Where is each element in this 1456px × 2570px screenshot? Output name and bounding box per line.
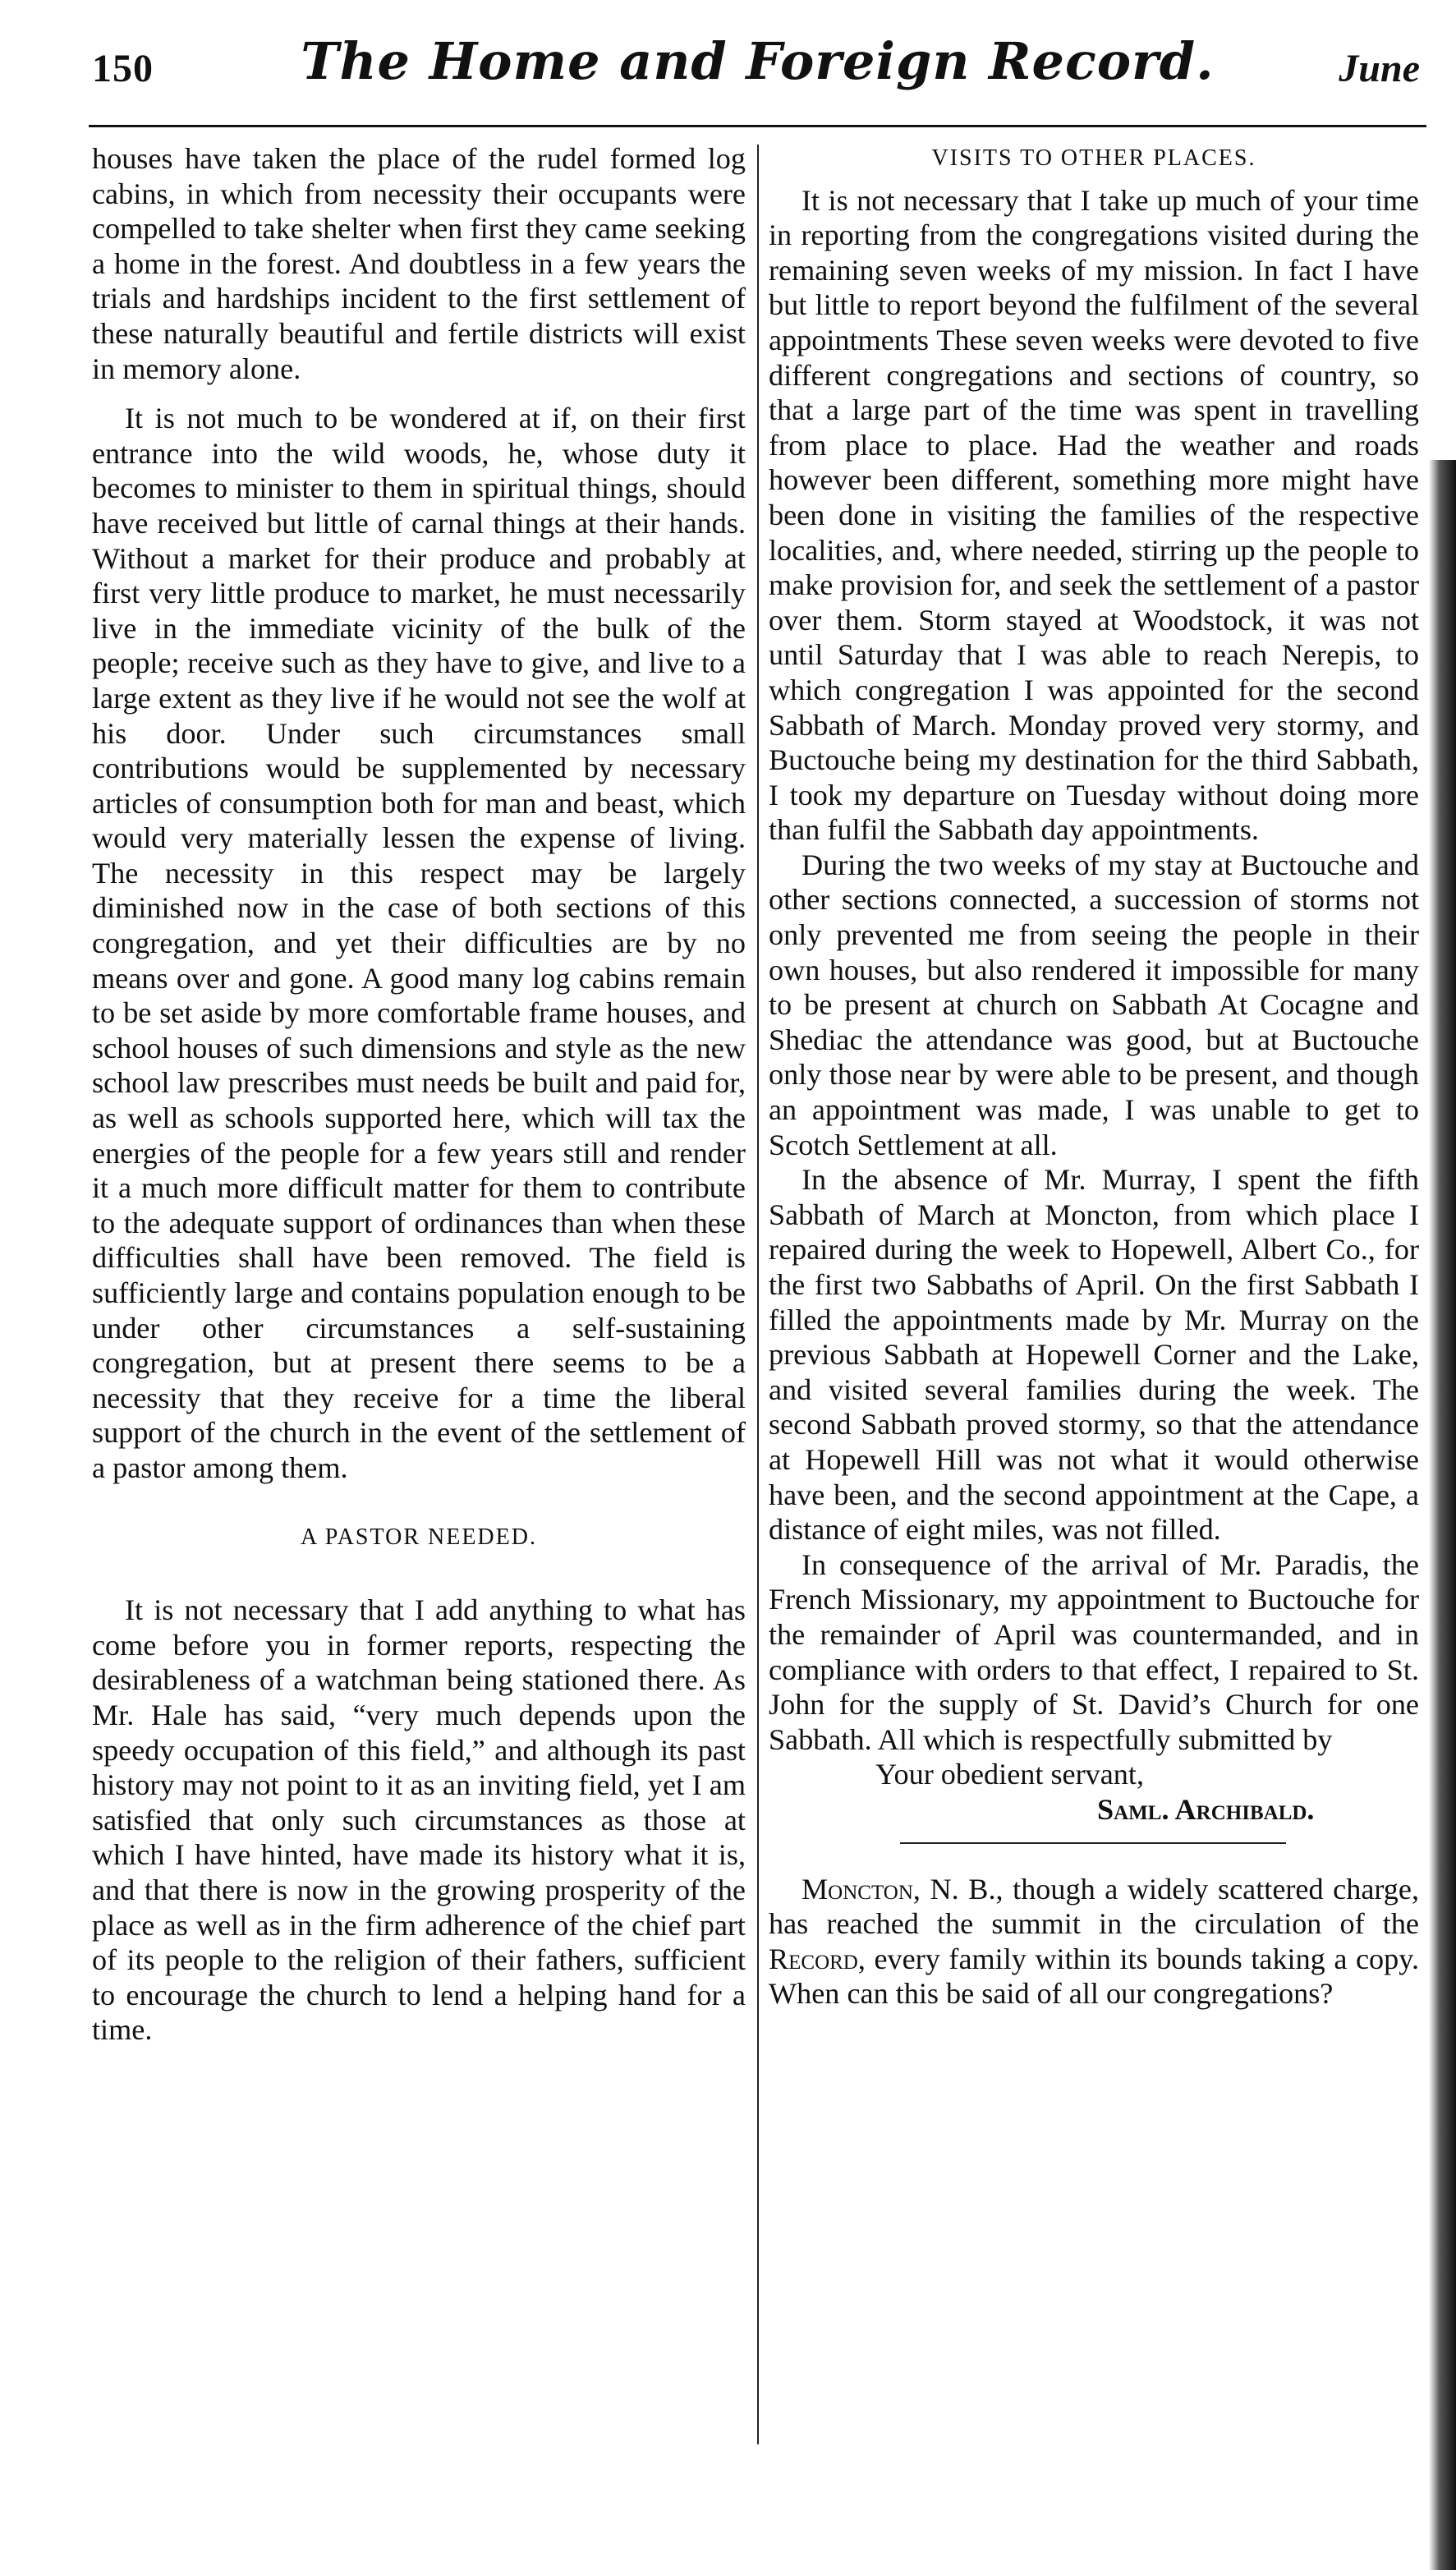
section-heading-visits: VISITS TO OTHER PLACES. xyxy=(931,145,1256,171)
header-rule xyxy=(89,125,1426,127)
closing-salutation: Your obedient servant, xyxy=(875,1758,1144,1791)
note-place: Moncton xyxy=(801,1872,913,1906)
paragraph: It is not necessary that I add anything to what has come before you in former reports, respecting the desirableness of a watchman being stationed there. As Mr. Hale has said, “very much depends upon the speedy occupation of this field,” and although its past history may not point to it as an inviting field, yet I am satisfied that only such circumstances as those at which I have hinted, have made its history what it is, and that there is now in the growing prosperity of the place as well as in the firm adherence of the chief part of its people to the religion of their fathers, sufficient to encourage the church to lend a helping hand for a time. xyxy=(92,1593,746,2047)
paragraph: During the two weeks of my stay at Buctouche and other sections connected, a succession of storms not only prevented me from seeing the people in their own houses, but also rendered it impossible for many to be present at church on Sabbath At Cocagne and Shediac the attendance was good, but at Buctouche only those near by were able to be present, and though an appointment was made, I was unable to get to Scotch Settlement at all. xyxy=(769,848,1419,1161)
left-column xyxy=(92,141,746,2048)
circulation-note xyxy=(769,1872,1419,2011)
issue-month: June xyxy=(1339,47,1420,90)
column-divider xyxy=(757,145,759,2444)
page-edge-shadow xyxy=(1429,460,1456,2570)
page-number: 150 xyxy=(92,47,154,90)
running-header xyxy=(92,31,1423,122)
journal-title: The Home and Foreign Record. xyxy=(301,31,1215,91)
right-column xyxy=(769,141,1419,2011)
paragraph: It is not much to be wondered at if, on their first entrance into the wild woods, he, whose duty it becomes to minister to them in spiritual things, should have received but little of carnal things at their hands. Without a market for their produce and probably at first very little produce to market, he must necessarily live in the immediate vicinity of the bulk of the people; receive such as they have to give, and live to a large extent as they live if he would not see the wolf at his door. Under such circumstances small contributions would be supplemented by necessary articles of consumption both for man and beast, which would very materially lessen the expense of living. The necessity in this respect may be largely diminished now in the case of both sections of this congregation, and yet their difficulties are by no means over and gone. A good many log cabins remain to be set aside by more comfortable frame houses, and school houses of such dimensions and style as the new school law prescribes must needs be built and paid for, as well as schools supported here, which will tax the energies of the people for a few years still and render it a much more difficult matter for them to contribute to the adequate support of ordinances than when these difficulties shall have been removed. The field is sufficiently large and contains population enough to be under other circumstances a self-sustaining congregation, but at present there seems to be a necessity that they receive for a time the liberal support of the church in the event of the settlement of a pastor among them. xyxy=(92,402,746,1484)
paragraph: In the absence of Mr. Murray, I spent the fifth Sabbath of March at Moncton, from which place I repaired during the week to Hopewell, Albert Co., for the first two Sabbaths of April. On the first Sabbath I filled the appointments made by Mr. Murray on the previous Sabbath at Hopewell Corner and the Lake, and visited several families during the week. The second Sabbath proved stormy, so that the attendance at Hopewell Hill was not what it would otherwise have been, and the second appointment at the Cape, a distance of eight miles, was not filled. xyxy=(769,1163,1419,1547)
section-heading-pastor-needed: A PASTOR NEEDED. xyxy=(301,1524,537,1550)
paragraph-gap xyxy=(92,386,746,401)
note-rule xyxy=(900,1842,1286,1844)
signature: Saml. Archibald. xyxy=(1097,1792,1315,1826)
note-text: , N. B., though a widely scattered charge, has reached the summit in the circulation of the xyxy=(769,1872,1419,1941)
paragraph: In consequence of the arrival of Mr. Paradis, the French Missionary, my appointment to Buctouche for the remainder of April was countermanded, and in compliance with orders to that effect, I repaired to St. John for the supply of St. David’s Church for one Sabbath. All which is respectfully submitted by xyxy=(769,1547,1419,1756)
note-text: , every family within its bounds taking a copy. When can this be said of all our congregations? xyxy=(769,1942,1419,2011)
paragraph: It is not necessary that I take up much of your time in reporting from the congregations visited during the remaining seven weeks of my mission. In fact I have but little to report beyond the fulfilment of the several appointments These seven weeks were devoted to five different congregations and sections of country, so that a large part of the time was spent in travelling from place to place. Had the weather and roads however been different, something more might have been done in visiting the families of the respective localities, and, where needed, stirring up the people to make provision for, and seek the settlement of a pastor over them. Storm stayed at Woodstock, it was not until Saturday that I was able to reach Nerepis, to which congregation I was appointed for the second Sabbath of March. Monday proved very stormy, and Buctouche being my destination for the third Sabbath, I took my departure on Tuesday without doing more than fulfil the Sabbath day appointments. xyxy=(769,183,1419,847)
paragraph: houses have taken the place of the rudel formed log cabins, in which from necessity their occupants were compelled to take shelter when first they came seeking a home in the forest. And doubtless in a few years the trials and hardships incident to the first settlement of these naturally beautiful and fertile districts will exist in memory alone. xyxy=(92,142,746,385)
note-record: Record xyxy=(769,1942,858,1975)
